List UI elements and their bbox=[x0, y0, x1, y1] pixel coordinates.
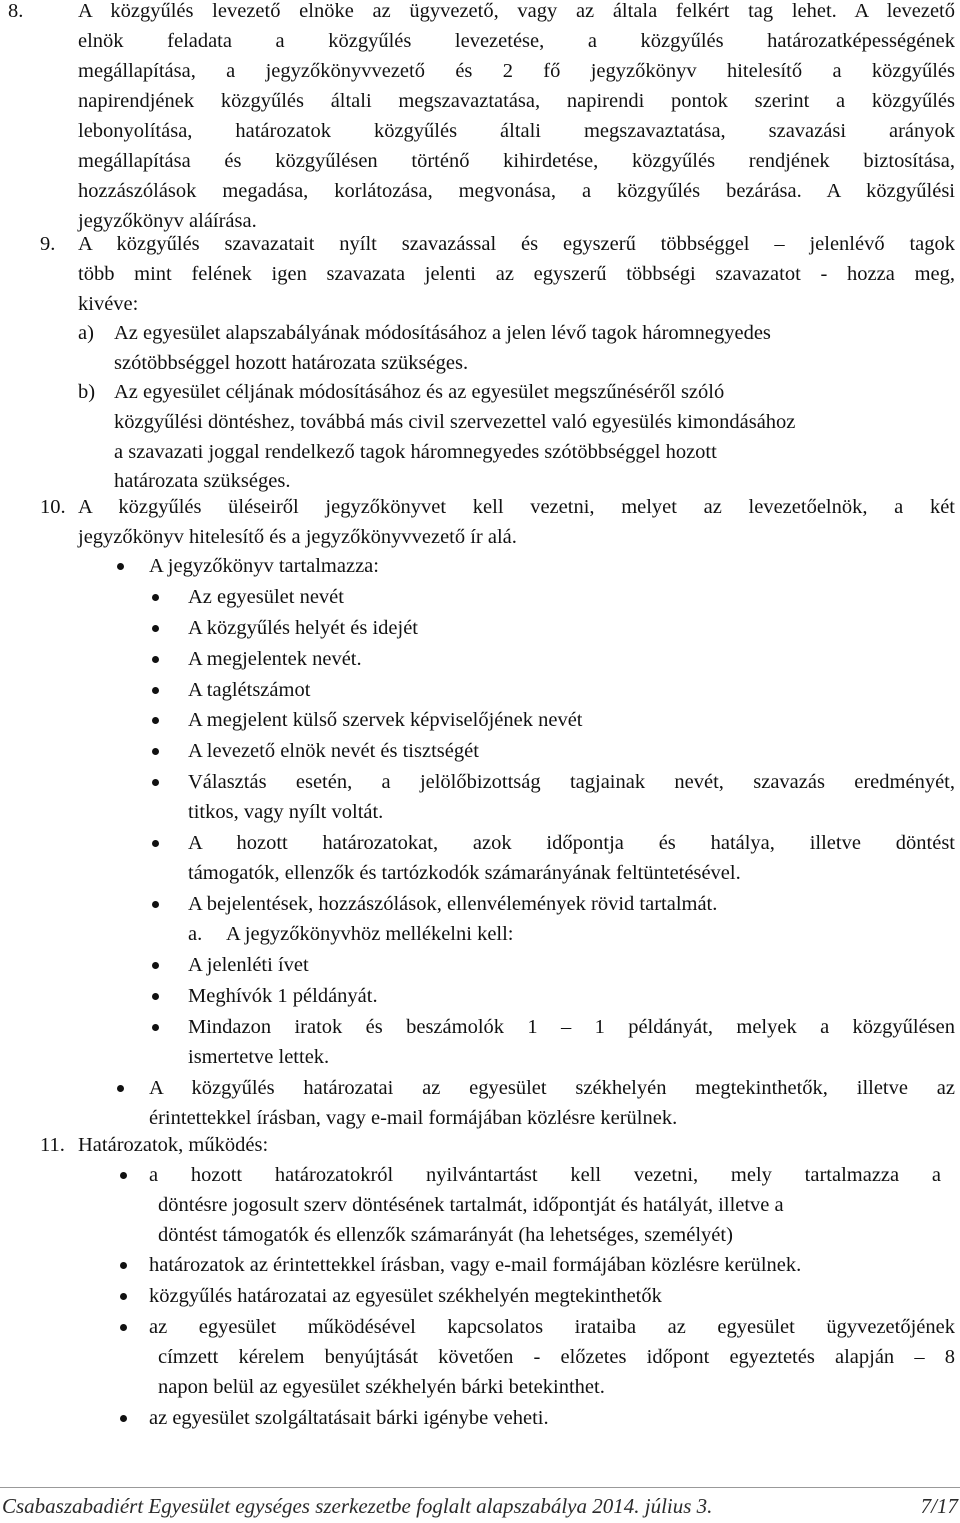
bullet-icon bbox=[152, 625, 159, 632]
item-8-line: lebonyolítása, határozatok közgyűlés általi megszavaztatása, szavazási arányok bbox=[78, 120, 955, 142]
decision-bullet: az egyesület működésével kapcsolatos irataiba az egyesület ügyvezetőjének bbox=[149, 1316, 955, 1338]
bullet-icon bbox=[152, 993, 159, 1000]
item-10-number: 10. bbox=[40, 496, 66, 518]
attachment-item: A jelenléti ívet bbox=[188, 954, 309, 976]
attachment-item: Mindazon iratok és beszámolók 1 – 1 példányát, melyek a közgyűlésen bbox=[188, 1016, 955, 1038]
item-8-line: megállapítása és közgyűlésen történő kihirdetése, közgyűlés rendjének biztosítása, bbox=[78, 150, 955, 172]
minutes-content-item: A megjelent külső szervek képviselőjének nevét bbox=[188, 709, 583, 731]
minutes-content-item: A levezető elnök nevét és tisztségét bbox=[188, 740, 479, 762]
item-9-number: 9. bbox=[40, 233, 56, 255]
item-11-number: 11. bbox=[40, 1134, 65, 1156]
bullet-icon bbox=[117, 1085, 124, 1092]
bullet-icon bbox=[120, 1324, 127, 1331]
item-10-line: A közgyűlés üléseiről jegyzőkönyvet kell vezetni, melyet az levezetőelnök, a két bbox=[78, 496, 955, 518]
publication-note: érintettekkel írásban, vagy e-mail formájában közlésre kerülnek. bbox=[149, 1107, 678, 1129]
item-8-line: A közgyűlés levezető elnöke az ügyvezető, vagy az általa felkért tag lehet. A levezető bbox=[78, 0, 955, 22]
item-9-line: kivéve: bbox=[78, 293, 139, 315]
minutes-contents-heading: A jegyzőkönyv tartalmazza: bbox=[149, 555, 379, 577]
decision-bullet: döntést támogatók és ellenzők számarányát (ha lehetséges, személyét) bbox=[158, 1224, 733, 1246]
item-9b-line: határozata szükséges. bbox=[114, 470, 291, 492]
minutes-content-item: Választás esetén, a jelölőbizottság tagjainak nevét, szavazás eredményét, bbox=[188, 771, 955, 793]
minutes-content-item: támogatók, ellenzők és tartózkodók számarányának feltüntetésével. bbox=[188, 862, 741, 884]
item-8-line: megállapítása, a jegyzőkönyvvezető és 2 fő jegyzőkönyv hitelesítő a közgyűlés bbox=[78, 60, 955, 82]
item-9a-line: szótöbbséggel hozott határozata szükséges. bbox=[114, 352, 469, 374]
item-8-line: hozzászólások megadása, korlátozása, megvonása, a közgyűlés bezárása. A közgyűlési bbox=[78, 180, 955, 202]
publication-note: A közgyűlés határozatai az egyesület székhelyén megtekinthetők, illetve az bbox=[149, 1077, 955, 1099]
decision-bullet: napon belül az egyesület székhelyén bárki betekinthet. bbox=[158, 1376, 605, 1398]
item-9b-line: Az egyesület céljának módosításához és az egyesület megszűnéséről szóló bbox=[114, 381, 725, 403]
bullet-icon bbox=[152, 1024, 159, 1031]
bullet-icon bbox=[152, 594, 159, 601]
decision-bullet: döntésre jogosult szerv döntésének tartalmát, időpontját és hatályát, illetve a bbox=[158, 1194, 784, 1216]
bullet-icon bbox=[152, 840, 159, 847]
bullet-icon bbox=[152, 656, 159, 663]
item-9-line: több mint felének igen szavazata jelenti az egyszerű többségi szavazatot - hozza meg, bbox=[78, 263, 955, 285]
decision-bullet: címzett kérelem benyújtását követően - előzetes időpont egyeztetés alapján – 8 bbox=[158, 1346, 955, 1368]
minutes-content-item: A közgyűlés helyét és idejét bbox=[188, 617, 418, 639]
decision-bullet: az egyesület szolgáltatásait bárki igénybe veheti. bbox=[149, 1407, 549, 1429]
minutes-content-item: titkos, vagy nyílt voltát. bbox=[188, 801, 384, 823]
item-10-line: jegyzőkönyv hitelesítő és a jegyzőkönyvvezető ír alá. bbox=[78, 526, 517, 548]
item-8-line: elnök feladata a közgyűlés levezetése, a közgyűlés határozatképességének bbox=[78, 30, 955, 52]
bullet-icon bbox=[120, 1172, 127, 1179]
attachment-item: ismertetve lettek. bbox=[188, 1046, 330, 1068]
footer-divider bbox=[0, 1487, 960, 1488]
minutes-content-item: A hozott határozatokat, azok időpontja és hatálya, illetve döntést bbox=[188, 832, 955, 854]
bullet-icon bbox=[152, 717, 159, 724]
item-11-heading: Határozatok, működés: bbox=[78, 1134, 269, 1156]
bullet-icon bbox=[152, 779, 159, 786]
minutes-content-item: A bejelentések, hozzászólások, ellenvélemények rövid tartalmát. bbox=[188, 893, 718, 915]
decision-bullet: határozatok az érintettekkel írásban, vagy e-mail formájában közlésre kerülnek. bbox=[149, 1254, 802, 1276]
bullet-icon bbox=[120, 1293, 127, 1300]
item-9-line: A közgyűlés szavazatait nyílt szavazással és egyszerű többséggel – jelenlévő tagok bbox=[78, 233, 955, 255]
item-9b-label: b) bbox=[78, 381, 96, 403]
bullet-icon bbox=[152, 901, 159, 908]
bullet-icon bbox=[152, 748, 159, 755]
decision-bullet: közgyűlés határozatai az egyesület székhelyén megtekinthetők bbox=[149, 1285, 662, 1307]
bullet-icon bbox=[117, 563, 124, 570]
footer-title: Csabaszabadiért Egyesület egységes szerkezetbe foglalt alapszabálya 2014. július 3. bbox=[2, 1494, 713, 1518]
minutes-content-item: Az egyesület nevét bbox=[188, 586, 344, 608]
item-9b-line: közgyűlési döntéshez, továbbá más civil szervezettel való egyesülés kimondásához bbox=[114, 411, 796, 433]
item-8-line: napirendjének közgyűlés általi megszavaztatása, napirendi pontok szerint a közgyűlés bbox=[78, 90, 955, 112]
page-number: 7/17 bbox=[920, 1494, 958, 1518]
attachment-item: Meghívók 1 példányát. bbox=[188, 985, 378, 1007]
item-9b-line: a szavazati joggal rendelkező tagok háromnegyedes szótöbbséggel hozott bbox=[114, 441, 717, 463]
bullet-icon bbox=[120, 1415, 127, 1422]
attachments-label: a. bbox=[188, 923, 203, 945]
bullet-icon bbox=[152, 962, 159, 969]
minutes-content-item: A megjelentek nevét. bbox=[188, 648, 362, 670]
item-9a-line: Az egyesület alapszabályának módosításához a jelen lévő tagok háromnegyedes bbox=[114, 322, 771, 344]
bullet-icon bbox=[152, 687, 159, 694]
item-9a-label: a) bbox=[78, 322, 94, 344]
attachments-heading: A jegyzőkönyvhöz mellékelni kell: bbox=[226, 923, 514, 945]
bullet-icon bbox=[120, 1262, 127, 1269]
minutes-content-item: A taglétszámot bbox=[188, 679, 311, 701]
decision-bullet: a hozott határozatokról nyilvántartást kell vezetni, mely tartalmazza a bbox=[149, 1164, 941, 1186]
item-8-number: 8. bbox=[8, 0, 24, 22]
item-8-line: jegyzőkönyv aláírása. bbox=[78, 210, 257, 232]
